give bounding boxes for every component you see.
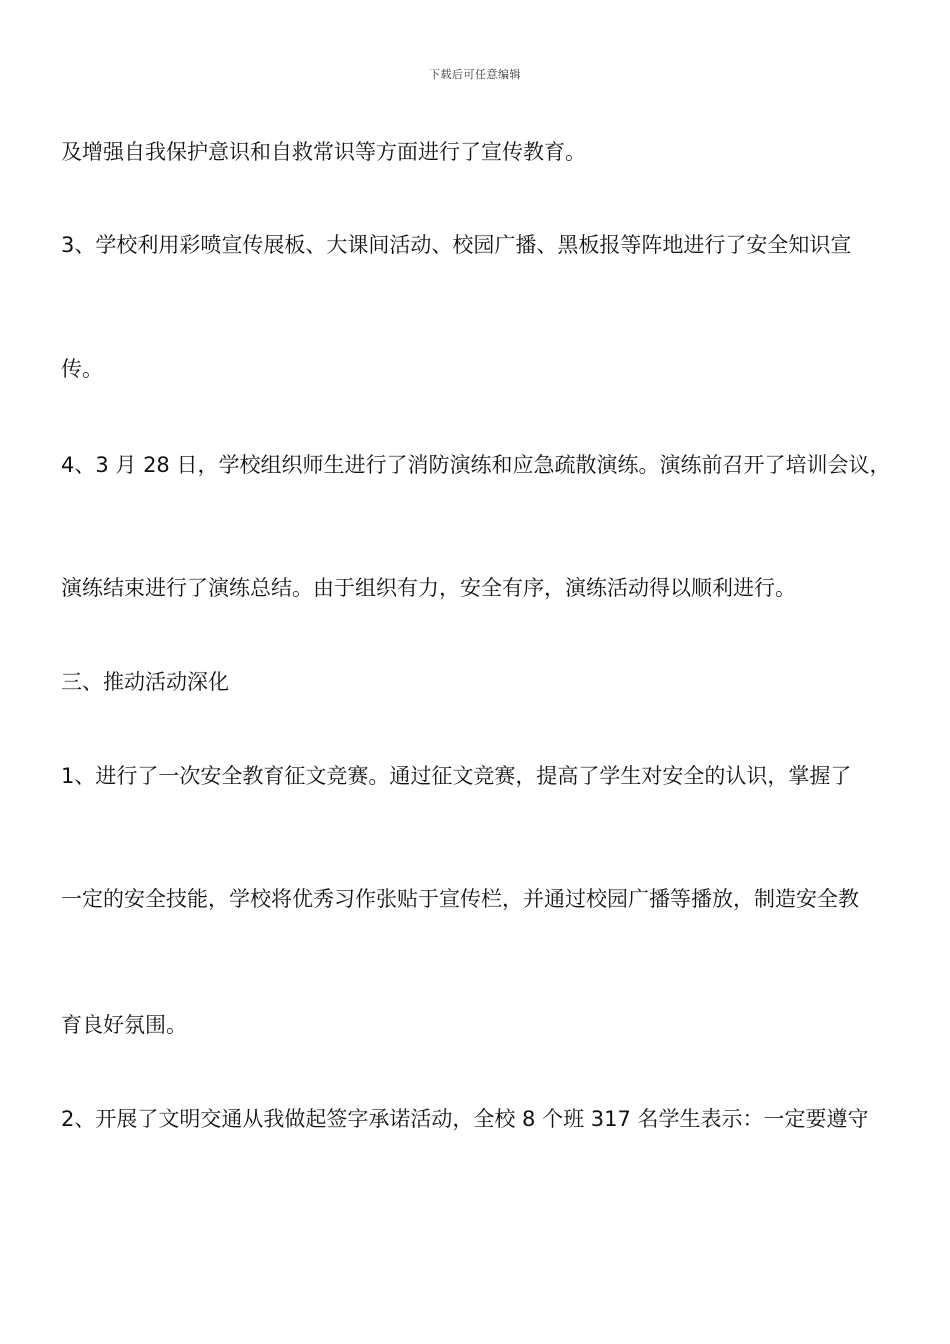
body-line-8: 育良好氛围。 xyxy=(61,1013,187,1037)
header-note: 下载后可任意编辑 xyxy=(429,68,521,81)
body-line-4: 4、3 月 28 日，学校组织师生进行了消防演练和应急疏散演练。演练前召开了培训会议， xyxy=(61,453,891,477)
body-line-1: 及增强自我保护意识和自救常识等方面进行了宣传教育。 xyxy=(61,140,586,164)
section-heading: 三、推动活动深化 xyxy=(61,670,229,694)
body-line-7: 一定的安全技能，学校将优秀习作张贴于宣传栏，并通过校园广播等播放，制造安全教 xyxy=(61,887,859,911)
body-line-5: 演练结束进行了演练总结。由于组织有力，安全有序，演练活动得以顺利进行。 xyxy=(61,576,796,600)
body-line-6: 1、进行了一次安全教育征文竞赛。通过征文竞赛，提高了学生对安全的认识，掌握了 xyxy=(61,764,852,788)
body-line-9: 2、开展了文明交通从我做起签字承诺活动，全校 8 个班 317 名学生表示：一定要遵守 xyxy=(61,1107,869,1131)
body-line-3: 传。 xyxy=(61,357,103,381)
body-line-2: 3、学校利用彩喷宣传展板、大课间活动、校园广播、黑板报等阵地进行了安全知识宣 xyxy=(61,233,852,257)
